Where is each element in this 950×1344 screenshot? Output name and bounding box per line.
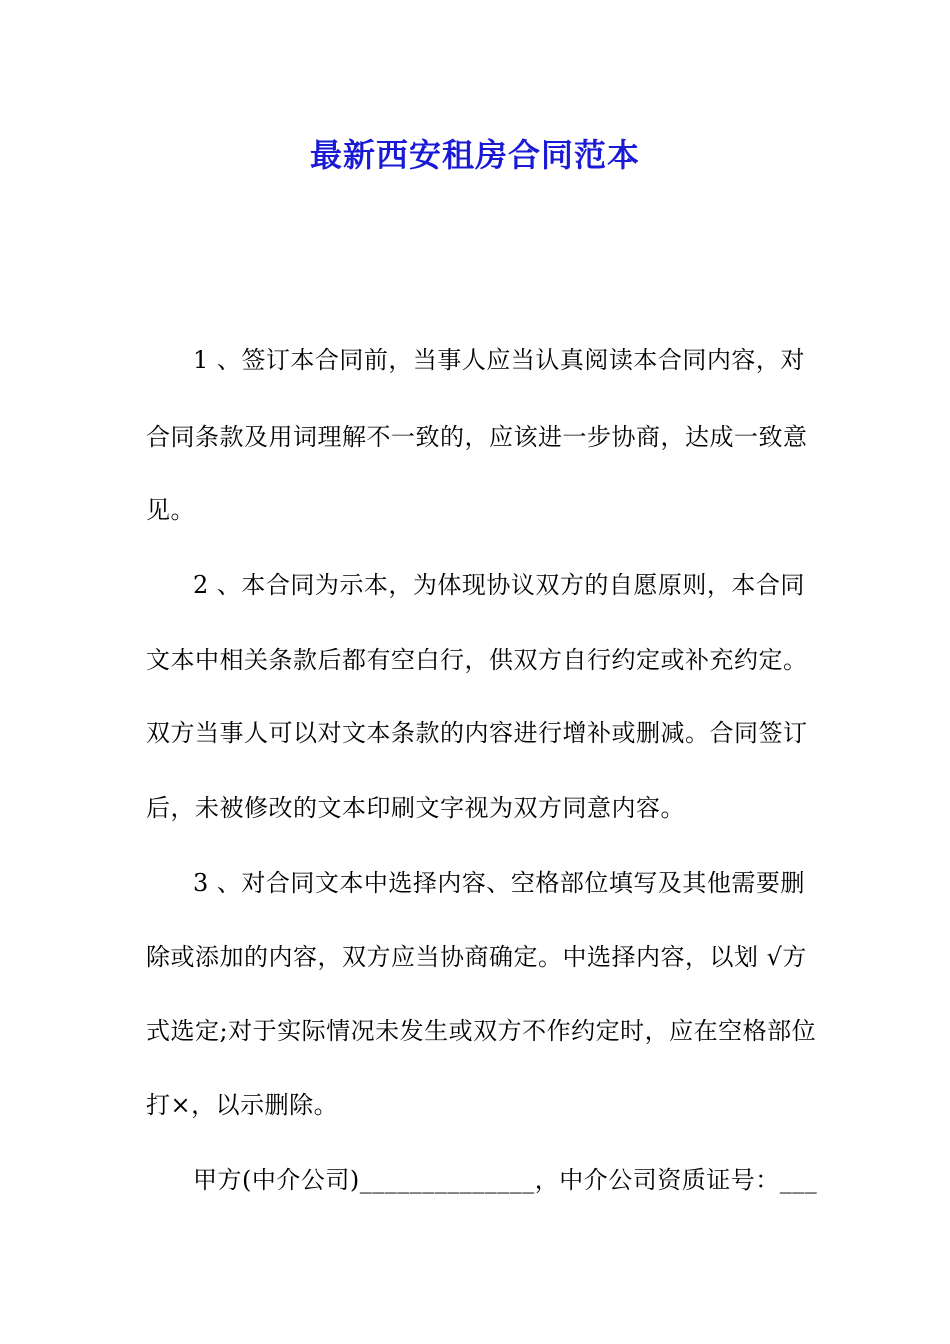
clause-3-line-3: 式选定;对于实际情况未发生或双方不作约定时，应在空格部位 [146,1017,817,1045]
party-a-line: 甲方(中介公司)______________，中介公司资质证号：___ [193,1166,818,1194]
clause-2-line-2: 文本中相关条款后都有空白行，供双方自行约定或补充约定。 [146,646,808,674]
clause-1-line-1: 1 、签订本合同前，当事人应当认真阅读本合同内容，对 [193,346,805,374]
clause-3-line-1: 3 、对合同文本中选择内容、空格部位填写及其他需要删 [193,869,805,897]
clause-1-line-3: 见。 [146,496,195,524]
clause-3-line-4: 打×，以示删除。 [146,1091,339,1119]
clause-2-line-3: 双方当事人可以对文本条款的内容进行增补或删减。合同签订 [146,719,808,747]
clause-2-line-1: 2 、本合同为示本，为体现协议双方的自愿原则，本合同 [193,571,805,599]
clause-3-line-2: 除或添加的内容，双方应当协商确定。中选择内容，以划 √方 [146,943,807,971]
clause-1-line-2: 合同条款及用词理解不一致的，应该进一步协商，达成一致意 [146,423,808,451]
document-title: 最新西安租房合同范本 [309,136,640,174]
clause-2-line-4: 后，未被修改的文本印刷文字视为双方同意内容。 [146,794,685,822]
